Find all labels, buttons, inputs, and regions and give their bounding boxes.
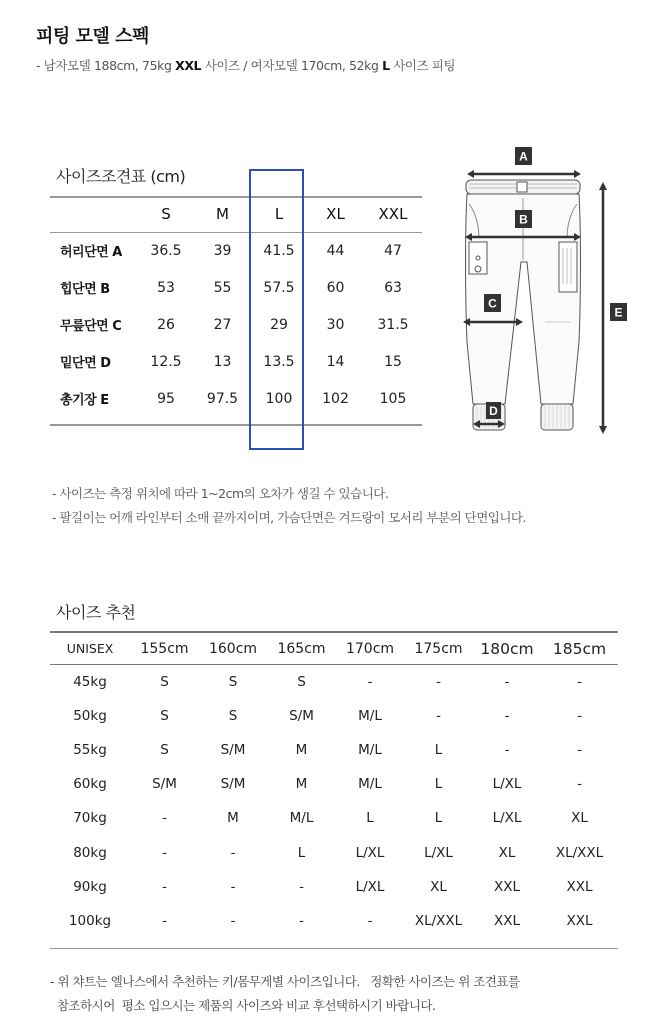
page-title: 피팅 모델 스펙 [36,26,149,47]
size-header-cell: XXL [378,205,408,223]
measure-label: 힙단면 B [60,282,110,297]
weight-label: 90kg [73,878,107,895]
recommended-size: - [436,708,441,725]
measure-label: 허리단면 A [60,245,122,260]
table-row [50,733,618,767]
recommended-size: M/L [289,810,314,827]
label-d: D [489,404,498,418]
table-row [50,767,618,801]
recommended-size: XXL [566,878,593,895]
recommended-size: - [162,878,167,895]
height-header-cell: 180cm [480,639,534,658]
measure-label: 무릎단면 C [60,319,122,334]
table-row [50,232,422,269]
height-header-cell: 170cm [345,640,395,657]
measure-value: 31.5 [377,316,409,333]
recommended-size: S [228,674,238,691]
note-line: - 팔길이는 어깨 라인부터 소매 끝까지이며, 가슴단면은 겨드랑이 모서리 부분의 단면입니다. [52,510,526,525]
recommended-size: S/M [289,708,314,725]
recommended-size: XL [430,878,447,895]
height-header-cell: 165cm [277,640,326,657]
size-header-cell: S [161,205,171,223]
recommended-size: - [436,674,441,691]
model-spec [36,56,455,74]
size-header-cell: XL [326,205,345,223]
recommended-size: XL [571,810,588,827]
size-chart-title: 사이즈조견표 (cm) [56,167,186,186]
measure-value: 12.5 [150,353,182,370]
recommended-size: L/XL [492,810,522,827]
size-header-cell: L [274,205,284,223]
recommended-size: M/L [358,776,382,793]
size-corner-cell [50,196,138,232]
unisex-label: UNISEX [66,641,114,656]
measure-value: 15 [384,353,402,370]
recommended-size: M/L [358,742,382,759]
weight-label: 45kg [73,674,107,691]
measure-value: 27 [213,316,232,333]
recommended-size: - [367,912,373,929]
recommended-size: L [434,810,443,827]
table-row [50,801,618,835]
weight-label: 100kg [68,912,112,929]
recommended-size: S/M [220,776,246,793]
measure-value: 14 [326,353,345,370]
table-row [50,380,422,417]
footnote-line: - 위 챠트는 엘나스에서 추천하는 키/몸무게별 사이즈입니다. 정확한 사이즈는 위 조견표를 [50,974,520,989]
size-header-row [50,196,422,232]
recommended-size: - [299,878,304,895]
rec-table-bottom-rule [50,948,618,949]
label-e: E [614,305,623,320]
model-spec-suffix: 사이즈 피팅 [389,58,456,73]
recommended-size: XXL [493,878,521,895]
measure-value: 44 [326,242,345,259]
measure-value: 30 [326,316,345,333]
measure-value: 55 [213,279,232,296]
recommended-size: L [297,844,306,861]
measure-value: 26 [157,316,175,333]
recommended-size: L [434,776,443,793]
measure-value: 63 [384,279,402,296]
recommended-size: - [504,742,510,759]
table-row [50,870,618,904]
measure-label: 밑단면 D [60,356,111,371]
recommended-size: L/XL [424,844,453,861]
recommended-size: L/XL [355,844,385,861]
recommended-size: - [577,708,582,725]
note-line: - 사이즈는 측정 위치에 따라 1~2cm의 오차가 생길 수 있습니다. [52,486,389,501]
model-spec-prefix: - 남자모델 188cm, 75kg [36,58,176,73]
measure-value: 39 [213,242,232,259]
recommended-size: S/M [220,742,246,759]
size-notes [52,482,526,530]
recommended-size: - [230,844,236,861]
recommended-size: L [366,810,374,827]
measure-value: 36.5 [150,242,182,259]
height-header-cell: 155cm [140,640,189,657]
recommended-size: S/M [152,776,177,793]
recommended-size: L/XL [355,878,385,895]
table-row [50,665,618,699]
recommended-size: S [228,708,238,725]
recommended-size: M/L [358,708,382,725]
height-header-cell: 185cm [552,639,607,658]
rec-header-row [50,632,618,665]
model-spec-middle: 사이즈 / 여자모델 170cm, 52kg [201,58,383,73]
highlighted-size-column [249,169,304,450]
label-c: C [488,296,497,311]
weight-label: 80kg [73,844,107,861]
recommended-size: - [577,742,582,759]
footnote-line: 참조하시어 평소 입으시는 제품의 사이즈와 비교 후선택하시기 바랍니다. [50,998,436,1013]
recommended-size: - [577,674,582,691]
recommended-size: S [160,674,169,691]
measure-value: 53 [157,279,175,296]
male-model-size: XXL [175,58,202,73]
weight-label: 60kg [73,776,107,793]
weight-label: 55kg [73,742,107,759]
measure-value: 57.5 [263,279,295,296]
recommended-size: - [299,912,304,929]
recommended-size: - [162,810,167,827]
size-chart-table [50,196,422,417]
measure-value: 60 [326,279,345,296]
recommended-size: - [504,708,510,725]
measure-value: 100 [265,390,293,407]
measure-value: 102 [322,390,349,407]
recommendation-title: 사이즈 추천 [56,603,136,622]
weight-label: 70kg [73,810,107,827]
recommended-size: - [162,912,167,929]
recommended-size: L/XL [492,776,522,793]
measure-value: 29 [270,316,288,333]
recommended-size: M [295,742,308,759]
table-row [50,835,618,869]
measure-value: 41.5 [263,242,295,259]
size-header-cell: M [216,205,229,223]
recommended-size: XL/XXL [555,844,604,861]
label-b: B [519,212,528,227]
measure-value: 13.5 [263,353,295,370]
recommended-size: XL [498,844,516,861]
recommended-size: - [577,776,582,793]
female-model-size: L [382,58,390,73]
recommendation-table [50,632,618,938]
recommended-size: M [295,776,308,793]
height-header-cell: 175cm [414,640,463,657]
measure-value: 13 [213,353,232,370]
size-table-bottom-rule [50,424,422,426]
table-row [50,699,618,733]
recommended-size: XXL [566,912,593,929]
table-row [50,343,422,380]
table-row [50,904,618,938]
measure-value: 105 [379,390,407,407]
table-row [50,269,422,306]
measure-label: 총기장 E [60,393,109,408]
recommended-size: S [297,674,306,691]
recommended-size: L [434,742,443,759]
measure-value: 47 [384,242,402,259]
recommended-size: S [160,742,169,759]
recommended-size: XXL [493,912,521,929]
recommended-size: - [230,912,236,929]
recommended-size: - [230,878,236,895]
table-row [50,306,422,343]
recommended-size: - [367,674,373,691]
recommended-size: S [160,708,169,725]
measure-value: 97.5 [206,390,239,407]
recommended-size: - [504,674,510,691]
label-a: A [519,149,528,164]
measure-value: 95 [157,390,175,407]
recommendation-footnote [50,970,520,1018]
height-header-cell: 160cm [208,640,258,657]
recommended-size: M [227,810,239,827]
pants-measurement-diagram [455,142,635,438]
recommended-size: - [162,844,167,861]
recommended-size: XL/XXL [414,912,463,929]
weight-label: 50kg [73,708,107,725]
